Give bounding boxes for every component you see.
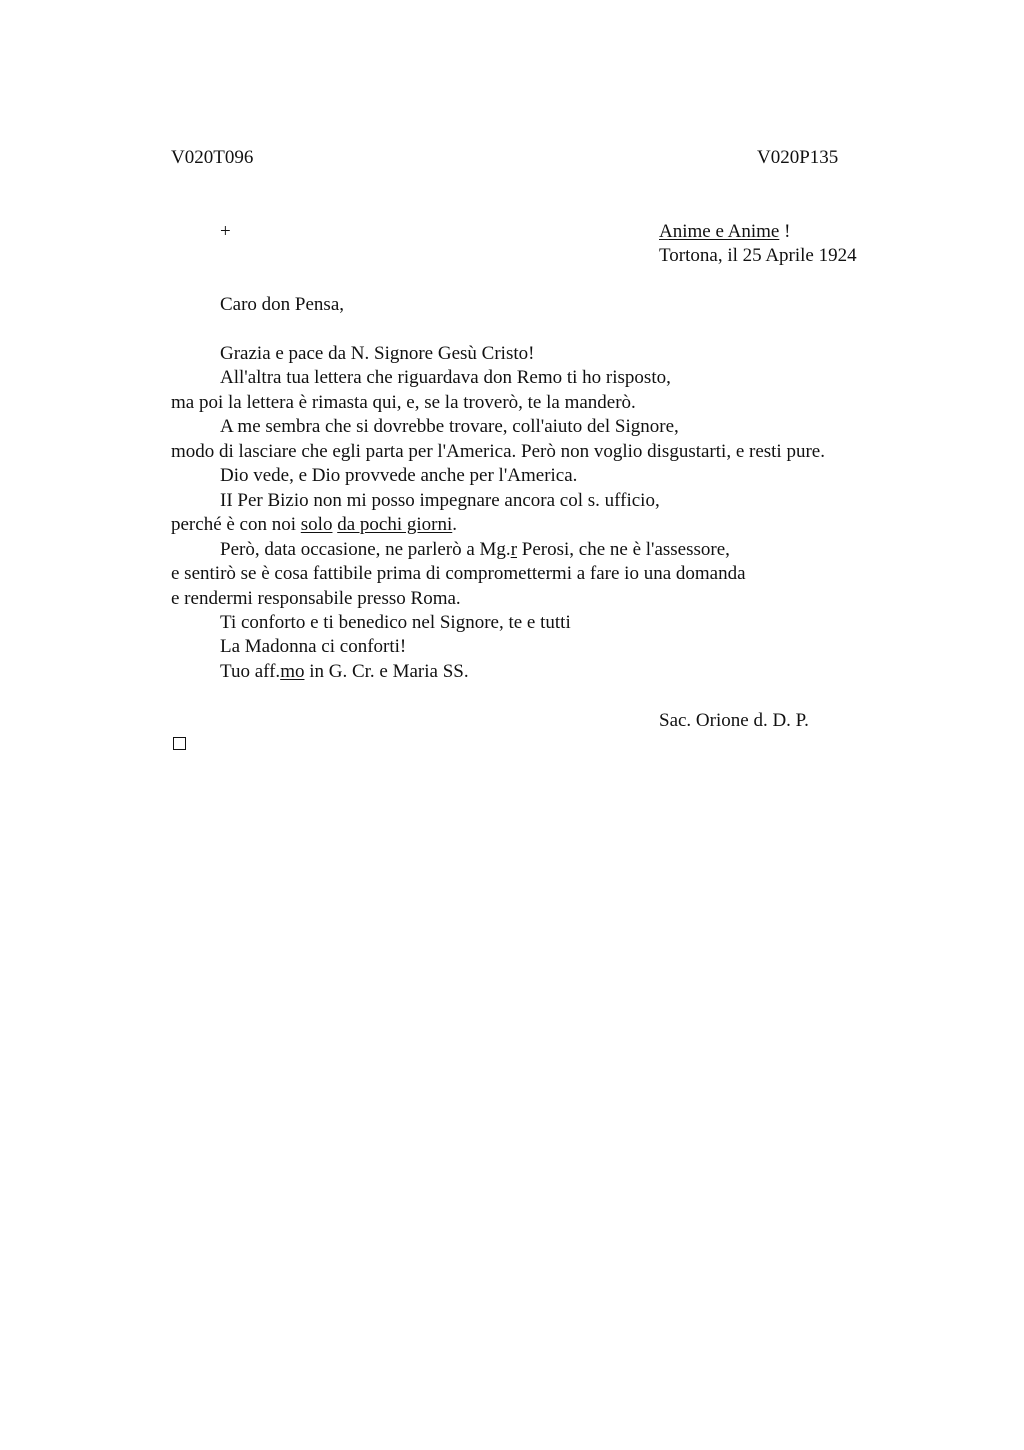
cross-symbol: + [220, 221, 231, 242]
signature: Sac. Orione d. D. P. [659, 710, 809, 731]
end-box-icon [173, 737, 186, 750]
body-line-12: Ti conforto e ti benedico nel Signore, te e tutti [220, 612, 571, 633]
header-left-code: V020T096 [171, 147, 254, 168]
body-line-4: A me sembra che si dovrebbe trovare, coll'aiuto del Signore, [220, 416, 679, 437]
body-line-8 [171, 513, 457, 537]
underlined-r: r [510, 539, 518, 560]
underlined-mo: mo [280, 661, 305, 682]
body-line-2: All'altra tua lettera che riguardava don Remo ti ho risposto, [220, 367, 671, 388]
header-right-code: V020P135 [757, 147, 839, 168]
place-date: Tortona, il 25 Aprile 1924 [659, 245, 857, 266]
body-line-1: Grazia e pace da N. Signore Gesù Cristo! [220, 343, 535, 364]
motto-underlined: Anime e Anime [659, 221, 780, 242]
body-line-9-text-a: Però, data occasione, ne parlerò a Mg. [220, 539, 511, 560]
body-line-8-text: perché è con noi [171, 514, 301, 535]
body-line-6: Dio vede, e Dio provvede anche per l'America. [220, 465, 578, 486]
body-line-10: e sentirò se è cosa fattibile prima di compromettermi a fare io una domanda [171, 563, 746, 584]
underlined-da-pochi-giorni: da pochi giorni [337, 514, 453, 535]
body-line-5: modo di lasciare che egli parta per l'America. Però non voglio disgustarti, e resti pure. [171, 441, 825, 462]
motto-exclamation: ! [779, 221, 791, 242]
underlined-solo: solo [300, 514, 333, 535]
period: . [452, 514, 457, 535]
body-line-11: e rendermi responsabile presso Roma. [171, 588, 461, 609]
closing-text-c: in G. Cr. e Maria SS. [304, 661, 469, 682]
closing-text-a: Tuo aff. [220, 661, 281, 682]
body-line-7: II Per Bizio non mi posso impegnare ancora col s. ufficio, [220, 490, 660, 511]
body-line-9-text-c: Perosi, che ne è l'assessore, [517, 539, 730, 560]
body-line-9 [220, 538, 730, 562]
motto [659, 220, 790, 244]
body-line-3: ma poi la lettera è rimasta qui, e, se la troverò, te la manderò. [171, 392, 636, 413]
salutation: Caro don Pensa, [220, 294, 345, 315]
closing-line [220, 660, 469, 684]
body-line-13: La Madonna ci conforti! [220, 636, 407, 657]
